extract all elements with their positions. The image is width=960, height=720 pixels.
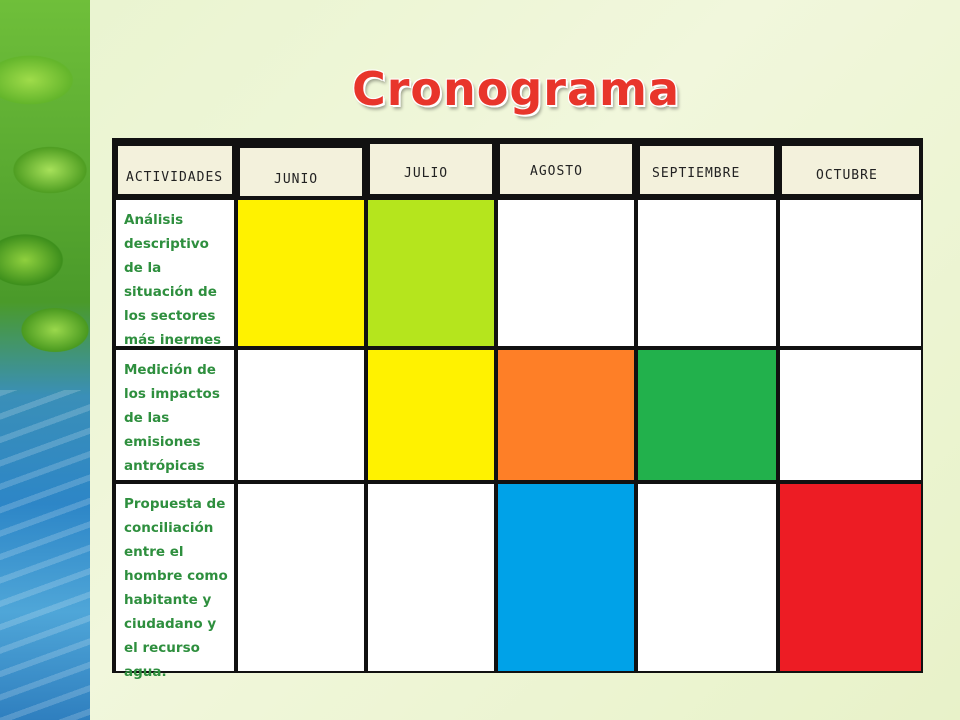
- schedule-cell-r1-junio: [238, 200, 364, 346]
- header-month-label: JUNIO: [274, 172, 319, 187]
- header-julio: [368, 142, 494, 196]
- header-agosto: [498, 142, 634, 196]
- schedule-table: [112, 138, 923, 680]
- header-month-label: OCTUBRE: [816, 168, 878, 183]
- header-month-label: SEPTIEMBRE: [652, 166, 741, 181]
- activity-row-3-label: Propuesta de conciliación entre el hombre como habitante y ciudadano y el recurso agua.: [116, 484, 234, 671]
- schedule-cell-r3-octubre: [780, 484, 921, 671]
- schedule-cell-r1-julio: [368, 200, 494, 346]
- page-title: Cronograma: [351, 62, 681, 116]
- header-octubre: [780, 144, 921, 196]
- schedule-cell-r2-agosto: [498, 350, 634, 480]
- schedule-cell-r1-septiembre: [638, 200, 776, 346]
- schedule-cell-r3-septiembre: [638, 484, 776, 671]
- header-septiembre: [638, 144, 776, 196]
- header-junio: [238, 146, 364, 198]
- schedule-cell-r3-junio: [238, 484, 364, 671]
- schedule-cell-r1-agosto: [498, 200, 634, 346]
- activity-row-2-label: Medición de los impactos de las emisiones antrópicas: [116, 350, 234, 480]
- header-activities-label: ACTIVIDADES: [126, 170, 224, 185]
- schedule-cell-r2-octubre: [780, 350, 921, 480]
- schedule-cell-r3-julio: [368, 484, 494, 671]
- schedule-cell-r2-septiembre: [638, 350, 776, 480]
- activity-row-1-label: Análisis descriptivo de la situación de los sectores más inermes: [116, 200, 234, 346]
- header-month-label: AGOSTO: [530, 164, 583, 179]
- schedule-cell-r2-junio: [238, 350, 364, 480]
- header-month-label: JULIO: [404, 166, 449, 181]
- schedule-cell-r1-octubre: [780, 200, 921, 346]
- header-activities: [116, 144, 234, 196]
- schedule-cell-r2-julio: [368, 350, 494, 480]
- schedule-cell-r3-agosto: [498, 484, 634, 671]
